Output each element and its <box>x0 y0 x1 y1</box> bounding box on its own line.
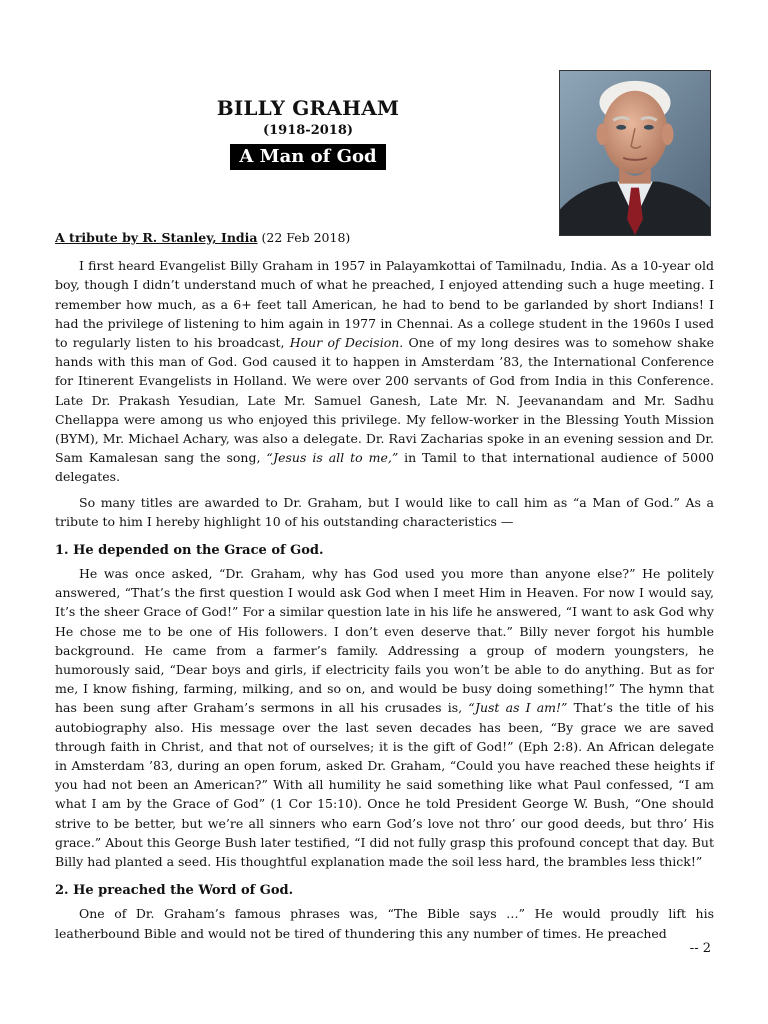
portrait-photo <box>559 70 711 236</box>
page-title: BILLY GRAHAM <box>216 96 400 120</box>
paragraph-intro-text-a: I first heard Evangelist Billy Graham in 1957 in Palayamkottai of Tamilnadu, India. As a 10-year old boy, though I didn’t understand much of what he preached, I enjoyed attending such a huge meeting. I remember how much, as a 6+ feet tall American, he had to bend to be garlanded by short Indians! I had the privilege of listening to him again in 1977 in Chennai. As a college student in the 1960s I used to regularly listen to his broadcast, <box>55 258 714 351</box>
byline-date: (22 Feb 2018) <box>261 230 351 245</box>
section-heading-2: 2. He preached the Word of God. <box>55 883 294 899</box>
paragraph-grace-emphasis: “Just as I am!” <box>468 700 568 716</box>
paragraph-intro-emphasis-2: “Jesus is all to me,” <box>266 450 399 466</box>
title-block <box>190 96 426 170</box>
paragraph-grace-text-a: He was once asked, “Dr. Graham, why has God used you more than anyone else?” He politely answered, “That’s the first question I would ask God when I meet Him in Heaven. For now I would say, It’s the sheer Grace of God!” For a similar question late in his life he answered, “I want to ask God why He chose me to be one of His followers. I don’t even deserve that.” Billy never forgot his humble background. He came from a farmer’s family. Addressing a group of modern youngsters, he humorously said, “Dear boys and girls, if electricity fails you won’t be able to do anything. But as for me, I know fishing, farming, milking, and so on, and would be busy doing something!” The hymn that has been sung after Graham’s sermons in all his crusades is, <box>55 566 714 716</box>
section-heading-1: 1. He depended on the Grace of God. <box>55 543 324 559</box>
subtitle-wrap <box>190 144 426 170</box>
paragraph-grace-text-b: That’s the title of his autobiography also. His message over the last seven decades has been, “By grace we are saved through faith in Christ, and that not of ourselves; it is the gift of God!” (Eph 2:8). An African delegate in Amsterdam ’83, during an open forum, asked Dr. Graham, “Could you have reached these heights if you had not been an American?” With all humility he said something like what Paul confessed, “I am what I am by the Grace of God” (1 Cor 15:10). Once he told President George W. Bush, “One should strive to be better, but we’re all sinners who earn God’s love not thro’ our good deeds, but thro’ His grace.” About this George Bush later testified, “I did not fully grasp this profound concept that day. But Billy had planted a seed. His thoughtful explanation made the soil less hard, the brambles less thick!” <box>55 700 714 870</box>
article-body <box>55 228 714 949</box>
paragraph-intro <box>55 256 714 486</box>
byline-author: A tribute by R. Stanley, India <box>55 230 258 245</box>
life-years: (1918-2018) <box>262 123 354 138</box>
paragraph-titles: So many titles are awarded to Dr. Graham, but I would like to call him as “a Man of God.” As a tribute to him I hereby highlight 10 of his outstanding characteristics — <box>55 494 714 529</box>
portrait-photo-icon <box>560 71 710 235</box>
paragraph-intro-text-b: One of my long desires was to somehow shake hands with this man of God. God caused it to happen in Amsterdam ’83, the International Conference for Itinerent Evangelists in Holland. We were over 200 servants of God from India in this Conference. Late Dr. Prakash Yesudian, Late Mr. Samuel Ganesh, Late Mr. N. Jeevanandam and Mr. Sadhu Chellappa were among us who enjoyed this privilege. My fellow-worker in the Blessing Youth Mission (BYM), Mr. Michael Achary, was also a delegate. Dr. Ravi Zacharias spoke in an evening session and Dr. Sam Kamalesan sang the song, <box>55 335 715 466</box>
paragraph-intro-emphasis-1: Hour of Decision. <box>289 335 404 351</box>
paragraph-intro-text-c: in Tamil to that international audience of 5000 delegates. <box>55 450 714 485</box>
paragraph-grace <box>55 564 714 871</box>
byline <box>55 228 714 247</box>
subtitle-banner: A Man of God <box>230 144 385 170</box>
page-number: -- 2 <box>689 941 711 956</box>
paragraph-word: One of Dr. Graham’s famous phrases was, “The Bible says …” He would proudly lift his leatherbound Bible and would not be tired of thundering this any number of times. He preached <box>55 906 714 941</box>
